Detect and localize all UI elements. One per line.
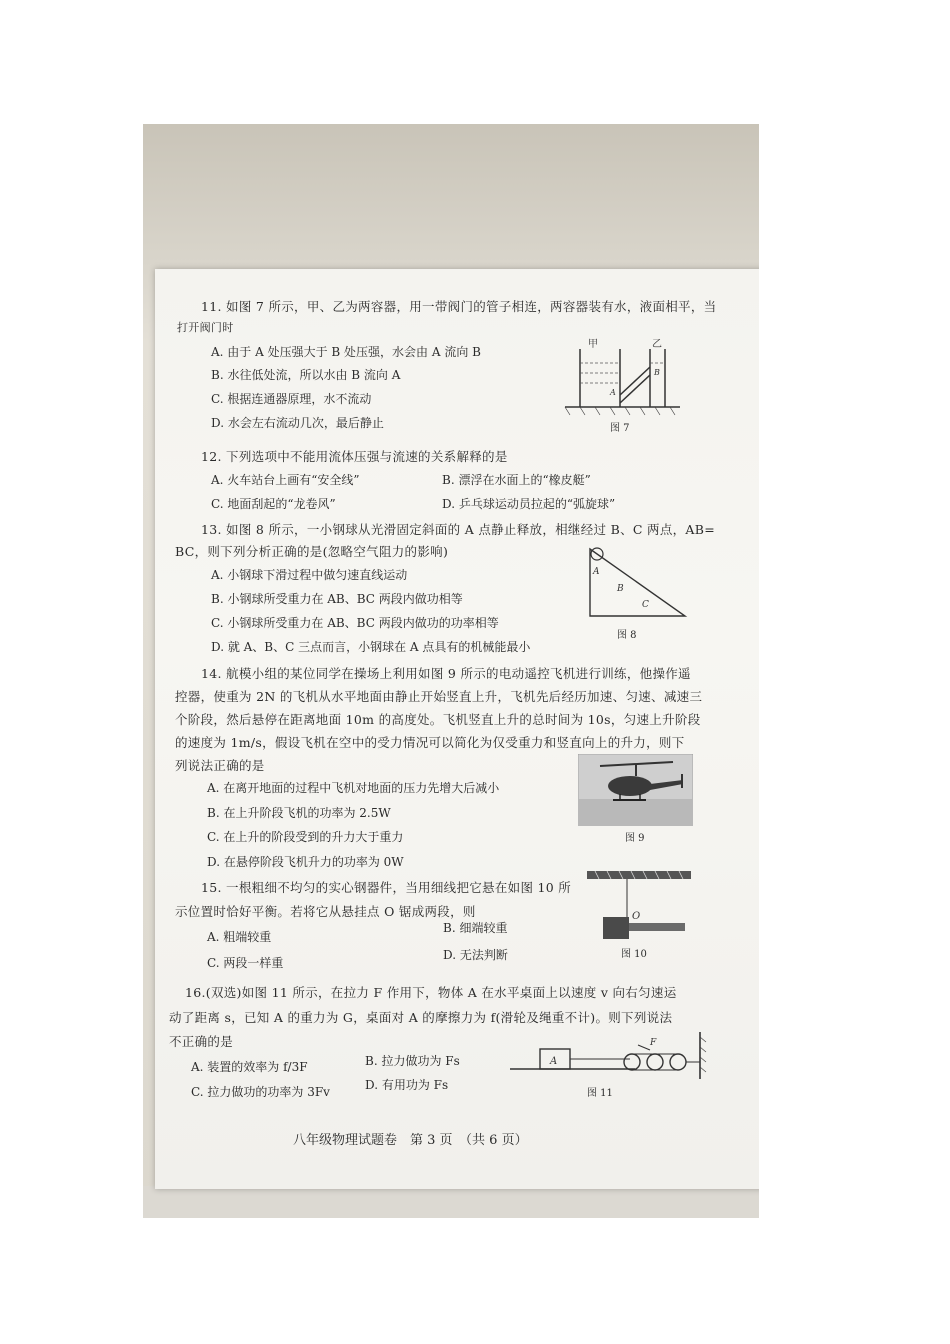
figure-10-lever	[585, 869, 695, 941]
fig7-label-yi: 乙	[652, 339, 662, 350]
q15-option-b: B. 细端较重	[443, 921, 508, 935]
q11-option-d: D. 水会左右流动几次，最后静止	[211, 416, 384, 430]
q14-option-c: C. 在上升的阶段受到的升力大于重力	[207, 830, 404, 844]
sheet-bottom-edge	[143, 1186, 759, 1218]
q16-stem-line1: 16.(双选)如图 11 所示，在拉力 F 作用下，物体 A 在水平桌面上以速度 v 向右匀速运	[185, 985, 677, 1000]
q14-stem-line1: 14. 航模小组的某位同学在操场上利用如图 9 所示的电动遥控飞机进行训练，他操作遥	[201, 666, 691, 681]
q16-option-d: D. 有用功为 Fs	[365, 1078, 449, 1092]
fig7-label-b: B	[654, 368, 660, 377]
figure-8-caption: 图 8	[617, 630, 637, 641]
q16-option-b: B. 拉力做功为 Fs	[365, 1054, 460, 1068]
q13-stem-line1: 13. 如图 8 所示，一小钢球从光滑固定斜面的 A 点静止释放，相继经过 B、C 两点，AB=	[201, 522, 716, 537]
q15-option-c: C. 两段一样重	[207, 956, 284, 970]
figure-7-caption: 图 7	[610, 423, 630, 434]
q16-option-c: C. 拉力做功的功率为 3Fv	[191, 1085, 330, 1099]
q16-stem-line3: 不正确的是	[169, 1034, 234, 1049]
fig8-label-a: A	[593, 567, 600, 577]
q13-option-a: A. 小钢球下滑过程中做匀速直线运动	[211, 568, 408, 582]
figure-10-caption: 图 10	[621, 949, 647, 960]
q16-stem-line2: 动了距离 s，已知 A 的重力为 G，桌面对 A 的摩擦力为 f(滑轮及绳重不计)。则下列说法	[169, 1010, 673, 1025]
q16-option-a: A. 装置的效率为 f/3F	[191, 1060, 308, 1074]
fig11-label-f: F	[650, 1038, 657, 1048]
q14-stem-line2: 控器，使重为 2N 的飞机从水平地面由静止开始竖直上升，飞机先后经历加速、匀速、减速三	[175, 689, 703, 704]
fig7-label-a: A	[610, 388, 616, 397]
q14-option-a: A. 在离开地面的过程中飞机对地面的压力先增大后减小	[207, 781, 500, 795]
q11-option-c: C. 根据连通器原理，水不流动	[211, 392, 372, 406]
page-footer: 八年级物理试题卷 第 3 页 （共 6 页）	[293, 1133, 528, 1148]
exam-page	[155, 269, 759, 1189]
q15-stem-line1: 15. 一根粗细不均匀的实心钢器件，当用细线把它悬在如图 10 所	[201, 880, 572, 895]
q15-option-d: D. 无法判断	[443, 948, 508, 962]
q14-option-d: D. 在悬停阶段飞机升力的功率为 0W	[207, 855, 404, 869]
figure-8-incline	[580, 544, 690, 624]
q13-option-c: C. 小钢球所受重力在 AB、BC 两段内做功的功率相等	[211, 616, 499, 630]
fig8-label-b: B	[617, 584, 624, 594]
q12-option-d: D. 乒乓球运动员拉起的“弧旋球”	[442, 497, 616, 511]
q15-stem-line2: 示位置时恰好平衡。若将它从悬挂点 O 锯成两段，则	[175, 904, 476, 919]
q13-option-b: B. 小钢球所受重力在 AB、BC 两段内做功相等	[211, 592, 463, 606]
q12-stem: 12. 下列选项中不能用流体压强与流速的关系解释的是	[201, 449, 508, 464]
fig7-label-jia: 甲	[588, 339, 598, 350]
q11-option-a: A. 由于 A 处压强大于 B 处压强，水会由 A 流向 B	[211, 345, 481, 359]
q15-option-a: A. 粗端较重	[207, 930, 272, 944]
fig10-label-o: O	[632, 911, 641, 922]
figure-11-pulley	[510, 1027, 710, 1082]
fig8-label-c: C	[642, 600, 649, 610]
figure-9-helicopter-photo	[578, 754, 693, 826]
q13-option-d: D. 就 A、B、C 三点而言，小钢球在 A 点具有的机械能最小	[211, 640, 531, 654]
q12-option-b: B. 漂浮在水面上的“橡皮艇”	[442, 473, 591, 487]
q11-option-b: B. 水往低处流，所以水由 B 流向 A	[211, 368, 401, 382]
fig11-label-a: A	[550, 1056, 558, 1067]
q13-stem-line2: BC，则下列分析正确的是(忽略空气阻力的影响)	[175, 544, 449, 559]
q14-option-b: B. 在上升阶段飞机的功率为 2.5W	[207, 806, 391, 820]
photo-background	[143, 124, 759, 1218]
figure-11-caption: 图 11	[587, 1088, 613, 1099]
q11-stem-line1: 11. 如图 7 所示，甲、乙为两容器，用一带阀门的管子相连，两容器装有水，液面相平，当	[201, 299, 717, 314]
q14-stem-line3: 个阶段，然后悬停在距离地面 10m 的高度处。飞机竖直上升的总时间为 10s，匀速上升阶段	[175, 712, 701, 727]
q11-stem-line2: 打开阀门时	[177, 321, 234, 334]
q14-stem-line4: 的速度为 1m/s，假设飞机在空中的受力情况可以简化为仅受重力和竖直向上的升力，则下	[175, 735, 685, 750]
q12-option-c: C. 地面刮起的“龙卷风”	[211, 497, 336, 511]
figure-9-caption: 图 9	[625, 833, 645, 844]
figure-7-connected-containers	[560, 337, 685, 417]
q12-option-a: A. 火车站台上画有“安全线”	[211, 473, 360, 487]
q14-stem-line5: 列说法正确的是	[175, 758, 265, 773]
